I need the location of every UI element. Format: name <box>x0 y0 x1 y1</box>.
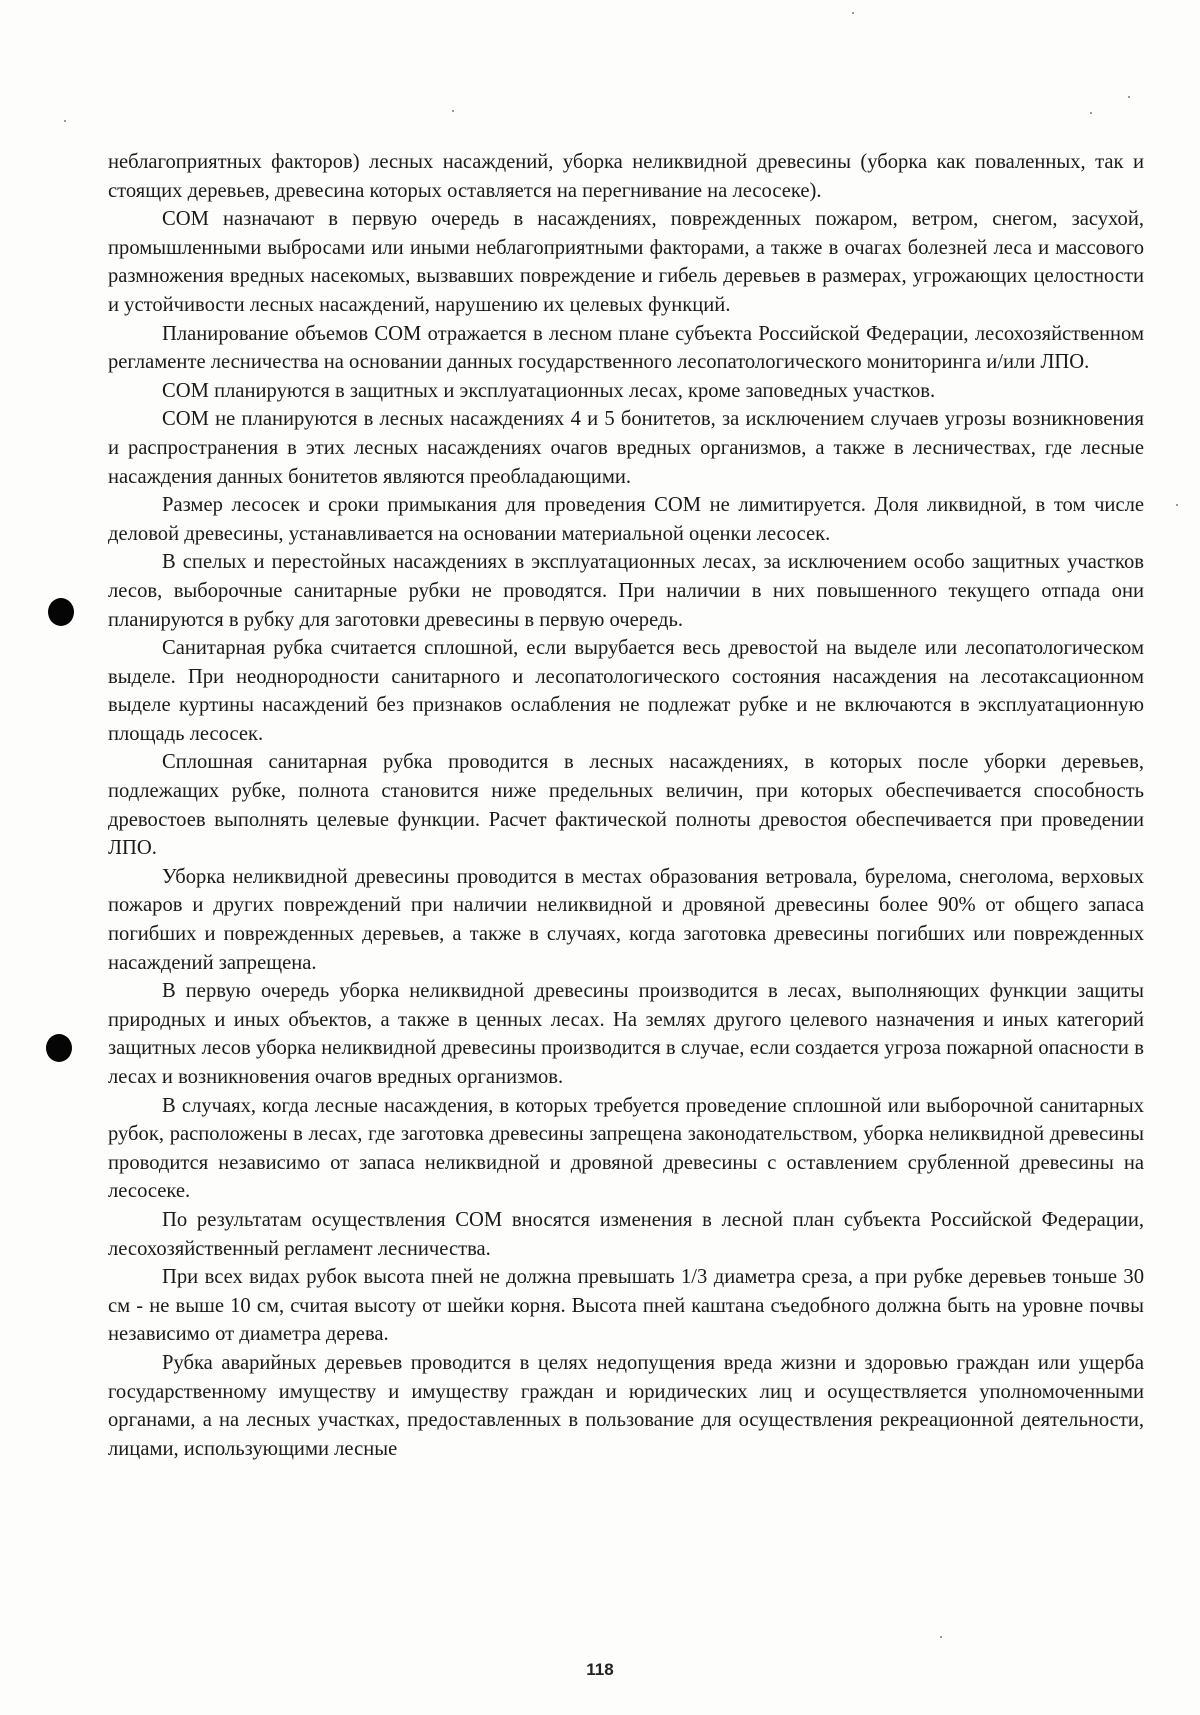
paragraph: Санитарная рубка считается сплошной, если вырубается весь древостой на выделе или лесопатологическом выделе. При неоднородности санитарного и лесопатологического состояния насаждения на лесотаксационном выделе куртины насаждений без признаков ослабления не подлежат рубке и не включаются в эксплуатационную площадь лесосек. <box>108 637 1144 745</box>
paragraph: СОМ планируются в защитных и эксплуатационных лесах, кроме заповедных участков. <box>162 379 936 402</box>
paragraph: В случаях, когда лесные насаждения, в которых требуется проведение сплошной или выборочной санитарных рубок, расположены в лесах, где заготовка древесины запрещена законодательством, уборка неликвидной древесины проводится независимо от запаса неликвидной и дровяной древесины с оставлением срубленной древесины на лесосеке. <box>108 1094 1144 1203</box>
paragraph: По результатам осуществления СОМ вносятся изменения в лесной план субъекта Российской Федерации, лесохозяйственный регламент лесничества. <box>108 1208 1144 1260</box>
paragraph: СОМ назначают в первую очередь в насаждениях, поврежденных пожаром, ветром, снегом, засухой, промышленными выбросами или иными неблагоприятными факторами, а также в очагах болезней леса и массового размножения вредных насекомых, вызвавших повреждение и гибель деревьев в размерах, угрожающих целостности и устойчивости лесных насаждений, нарушению их целевых функций. <box>108 208 1144 316</box>
paragraph: неблагоприятных факторов) лесных насаждений, уборка неликвидной древесины (уборка как поваленных, так и стоящих деревьев, древесина которых оставляется на перегнивание на лесосеке). <box>108 151 1144 202</box>
scan-speck <box>940 1636 942 1638</box>
body-text <box>108 148 1144 1463</box>
scan-speck <box>1176 504 1178 506</box>
paragraph: Планирование объемов СОМ отражается в лесном плане субъекта Российской Федерации, лесохозяйственном регламенте лесничества на основании данных государственного лесопатологического мониторинга и/или ЛПО. <box>108 322 1144 374</box>
paragraph: При всех видах рубок высота пней не должна превышать 1/3 диаметра среза, а при рубке деревьев тоньше 30 см - не выше 10 см, считая высоту от шейки корня. Высота пней каштана съедобного должна быть на уровне почвы независимо от диаметра дерева. <box>108 1266 1144 1346</box>
paragraph: СОМ не планируются в лесных насаждениях 4 и 5 бонитетов, за исключением случаев угрозы возникновения и распространения в этих лесных насаждениях очагов вредных организмов, а также в лесничествах, где лесные насаждения данных бонитетов являются преобладающими. <box>108 408 1144 488</box>
scan-speck <box>1128 96 1130 98</box>
scan-speck <box>452 110 454 112</box>
page-number: 118 <box>586 1660 614 1679</box>
paragraph: Рубка аварийных деревьев проводится в целях недопущения вреда жизни и здоровью граждан или ущерба государственному имуществу и имуществу граждан и юридических лиц и осуществляется уполномоченными органами, а на лесных участках, предоставленных в пользование для осуществления рекреационной деятельности, лицами, использующими лесные <box>108 1351 1144 1460</box>
paragraph: В первую очередь уборка неликвидной древесины производится в лесах, выполняющих функции защиты природных и иных объектов, а также в ценных лесах. На землях другого целевого назначения и иных категорий защитных лесов уборка неликвидной древесины производится в случае, если создается угроза пожарной опасности в лесах и возникновения очагов вредных организмов. <box>108 980 1144 1088</box>
paragraph: Уборка неликвидной древесины проводится в местах образования ветровала, бурелома, снеголома, верховых пожаров и других повреждений при наличии неликвидной и дровяной древесины более 90% от общего запаса погибших и поврежденных деревьев, а также в случаях, когда заготовка древесины погибших или поврежденных насаждений запрещена. <box>108 865 1144 974</box>
scan-speck <box>852 12 854 14</box>
paragraph: Размер лесосек и сроки примыкания для проведения СОМ не лимитируется. Доля ликвидной, в том числе деловой древесины, устанавливается на основании материальной оценки лесосек. <box>108 494 1144 545</box>
paragraph: Сплошная санитарная рубка проводится в лесных насаждениях, в которых после уборки деревьев, подлежащих рубке, полнота становится ниже предельных величин, при которых обеспечивается способность древостоев выполнять целевые функции. Расчет фактической полноты древостоя обеспечивается при проведении ЛПО. <box>108 751 1144 860</box>
punch-hole <box>46 1034 72 1062</box>
scan-speck <box>64 120 66 122</box>
paragraph: В спелых и перестойных насаждениях в эксплуатационных лесах, за исключением особо защитных участков лесов, выборочные санитарные рубки не проводятся. При наличии в них повышенного текущего отпада они планируются в рубку для заготовки древесины в первую очередь. <box>108 551 1144 631</box>
scan-speck <box>1090 112 1092 114</box>
punch-hole <box>48 598 74 626</box>
